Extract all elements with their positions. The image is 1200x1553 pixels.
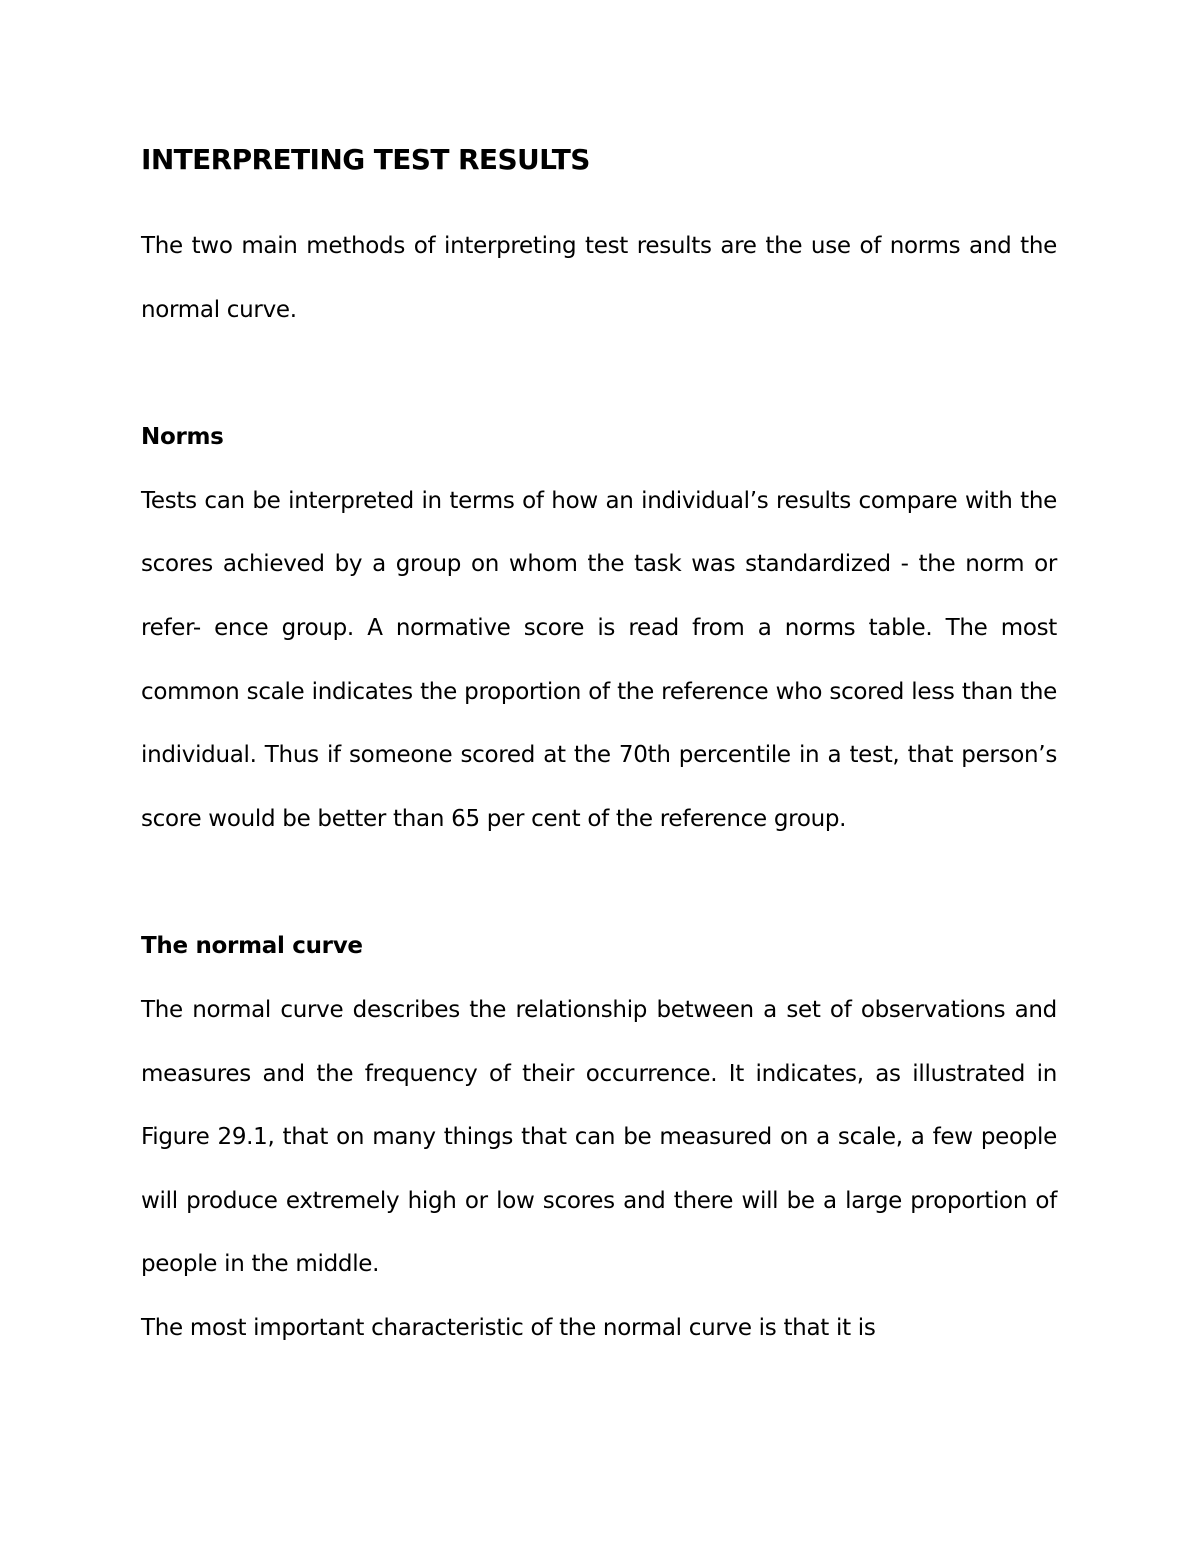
norms-paragraph: Tests can be interpreted in terms of how an individual’s results compare with the scores achieved by a group on whom the task was standardized - the norm or refer- ence group. A normative score is read from a norms table. The most common scale indicates the proportion of the reference who scored less than the individual. Thus if someone scored at the 70th percentile in a test, that person’s score would be better than 65 per cent of the reference group.	[141, 487, 1057, 832]
intro-paragraph: The two main methods of interpreting test results are the use of norms and the normal curve.	[141, 233, 1057, 323]
section-heading-norms: Norms	[141, 424, 224, 451]
document-title: INTERPRETING TEST RESULTS	[141, 143, 590, 176]
normal-curve-paragraph-2: The most important characteristic of the normal curve is that it is	[141, 1314, 876, 1341]
document-page	[141, 138, 1057, 1361]
normal-curve-paragraph-1: The normal curve describes the relationship between a set of observations and measures and the frequency of their occurrence. It indicates, as illustrated in Figure 29.1, that on many things that can be measured on a scale, a few people will produce extremely high or low scores and there will be a large proportion of people in the middle.	[141, 996, 1057, 1278]
section-heading-normal-curve: The normal curve	[141, 933, 363, 960]
